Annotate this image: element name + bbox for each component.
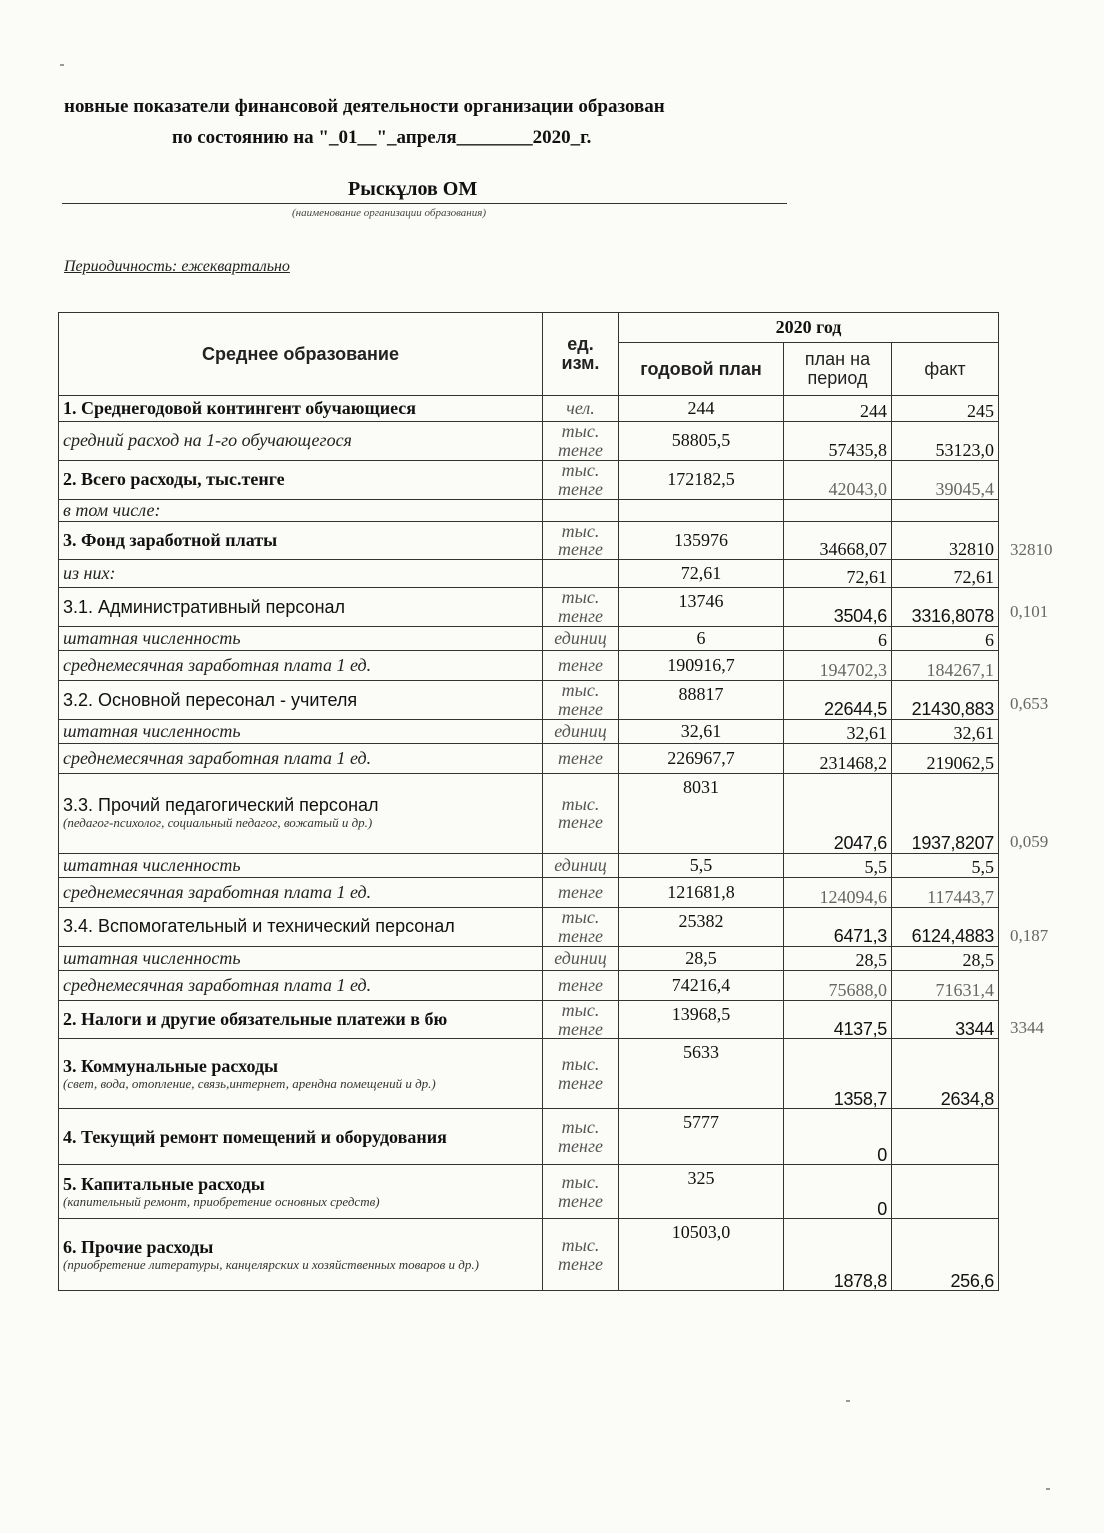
row-plan-period: 57435,8 [784,422,892,461]
row-label [59,627,543,651]
row-plan-year: 13746 [619,588,784,627]
row-unit: тыс. тенге [543,773,619,853]
row-fact [892,1109,999,1165]
row-fact: 28,5 [892,946,999,970]
table-row [59,1039,999,1109]
row-label-text: 2. Всего расходы, тыс.тенге [63,469,285,490]
table-row [59,396,999,422]
row-plan-year: 172182,5 [619,460,784,499]
row-fact [892,499,999,521]
row-fact: 5,5 [892,853,999,877]
row-unit: тыс. тенге [543,460,619,499]
row-label [59,853,543,877]
row-label [59,651,543,681]
row-label-note: (педагог-психолог, социальный педагог, вожатый и др.) [63,815,373,831]
table-row [59,681,999,720]
row-fact: 32810 [892,521,999,560]
row-label-text: 2. Налоги и другие обязательные платежи в бю [63,1009,448,1030]
row-plan-period: 1878,8 [784,1219,892,1291]
row-plan-year: 74216,4 [619,970,784,1000]
row-unit [543,499,619,521]
table-row [59,719,999,743]
row-label-text: в том числе: [63,499,161,520]
side-note-other-ped-share: 0,059 [1010,832,1049,851]
row-label-text: штатная численность [63,854,241,875]
row-fact: 2634,8 [892,1039,999,1109]
row-unit: тыс. тенге [543,681,619,720]
row-label-text: 6. Прочие расходы [63,1236,214,1257]
row-plan-year: 25382 [619,907,784,946]
table-row [59,743,999,773]
row-fact: 245 [892,396,999,422]
col-plan-year-header: годовой план [619,343,784,396]
row-label [59,1219,543,1291]
row-label-text: 5. Капитальные расходы [63,1173,265,1194]
row-plan-period: 1358,7 [784,1039,892,1109]
row-label [59,681,543,720]
table-row [59,853,999,877]
row-unit: единиц [543,719,619,743]
row-label-note: (приобретение литературы, канцелярских и хозяйственных товаров и др.) [63,1256,479,1272]
table-row [59,970,999,1000]
row-plan-period: 34668,07 [784,521,892,560]
row-label-note: (свет, вода, отопление, связь,интернет, арендна помещений и др.) [63,1075,436,1091]
row-label-text: штатная численность [63,720,241,741]
row-unit: тенге [543,877,619,907]
row-fact: 72,61 [892,560,999,588]
row-plan-period: 0 [784,1109,892,1165]
organization-caption: (наименование организации образования) [292,207,487,219]
row-label-text: из них: [63,563,116,584]
table-row [59,1219,999,1291]
row-plan-year: 88817 [619,681,784,720]
row-unit: тыс. тенге [543,1039,619,1109]
row-label-text: среднемесячная заработная плата 1 ед. [63,974,372,995]
row-plan-period: 3504,6 [784,588,892,627]
row-label-text: средний расход на 1-го обучающегося [63,430,352,451]
row-label-text: штатная численность [63,628,241,649]
row-label [59,499,543,521]
row-plan-period: 22644,5 [784,681,892,720]
table-row [59,460,999,499]
row-fact: 6 [892,627,999,651]
row-label [59,1039,543,1109]
row-label [59,743,543,773]
row-label-text: штатная численность [63,947,241,968]
row-label-text: 3. Коммунальные расходы [63,1055,279,1076]
row-label [59,907,543,946]
table-row [59,521,999,560]
col-fact-header: факт [892,343,999,396]
row-unit: тенге [543,743,619,773]
row-plan-year: 244 [619,396,784,422]
row-fact: 32,61 [892,719,999,743]
side-note-admin-share: 0,101 [1010,602,1049,621]
row-label [59,396,543,422]
header-row-1 [59,313,999,343]
row-fact: 117443,7 [892,877,999,907]
report-date: по состоянию на "_01__"_апреля________2020_г. [172,127,592,148]
col-unit-header: ед. изм. [543,313,619,396]
row-label-text: 3.3. Прочий педагогический персонал [63,795,379,816]
row-label [59,560,543,588]
scan-speck [1046,1488,1050,1490]
row-unit: тыс. тенге [543,422,619,461]
row-unit: единиц [543,627,619,651]
row-label [59,588,543,627]
row-label-text: 4. Текущий ремонт помещений и оборудования [63,1126,447,1147]
organization-name: Рыскұлов ОМ [348,178,478,200]
row-plan-period: 75688,0 [784,970,892,1000]
row-label [59,970,543,1000]
table-row [59,877,999,907]
row-plan-period: 194702,3 [784,651,892,681]
row-plan-period: 6 [784,627,892,651]
side-note-support-share: 0,187 [1010,926,1049,945]
periodicity: Периодичность: ежеквартально [64,258,290,275]
row-label [59,719,543,743]
row-label-text: среднемесячная заработная плата 1 ед. [63,655,372,676]
scan-speck [846,1400,850,1402]
row-fact: 3344 [892,1000,999,1039]
row-unit: чел. [543,396,619,422]
table-row [59,1109,999,1165]
row-label [59,1109,543,1165]
row-unit: тенге [543,970,619,1000]
row-label [59,877,543,907]
row-plan-period: 231468,2 [784,743,892,773]
row-label-text: среднемесячная заработная плата 1 ед. [63,881,372,902]
row-unit: тыс. тенге [543,521,619,560]
row-plan-period: 4137,5 [784,1000,892,1039]
row-fact: 219062,5 [892,743,999,773]
row-plan-period: 32,61 [784,719,892,743]
row-unit: тенге [543,651,619,681]
table-row [59,588,999,627]
row-plan-year: 190916,7 [619,651,784,681]
row-plan-period: 6471,3 [784,907,892,946]
row-unit: единиц [543,853,619,877]
side-note-taxes: 3344 [1010,1018,1044,1037]
row-unit: тыс. тенге [543,1165,619,1219]
scan-speck [60,64,64,66]
row-label-text: 3.2. Основной пересонал - учителя [63,689,358,710]
row-label-text: 3.1. Административный персонал [63,596,346,617]
row-plan-year: 121681,8 [619,877,784,907]
col-year-header: 2020 год [619,313,999,343]
side-note-fzp: 32810 [1010,540,1053,559]
row-unit [543,560,619,588]
row-plan-year: 325 [619,1165,784,1219]
row-fact: 53123,0 [892,422,999,461]
report-title: новные показатели финансовой деятельности организации образован [64,96,665,117]
row-unit: тыс. тенге [543,1109,619,1165]
row-fact: 71631,4 [892,970,999,1000]
col-plan-period-header: план на период [784,343,892,396]
row-plan-year: 5633 [619,1039,784,1109]
side-note-teachers-share: 0,653 [1010,694,1049,713]
row-label-text: среднемесячная заработная плата 1 ед. [63,747,372,768]
row-label [59,422,543,461]
table-row [59,773,999,853]
table-row [59,627,999,651]
row-unit: тыс. тенге [543,1219,619,1291]
row-plan-year: 58805,5 [619,422,784,461]
row-label [59,773,543,853]
row-plan-period: 72,61 [784,560,892,588]
col-name-header: Среднее образование [59,313,543,396]
row-fact [892,1165,999,1219]
row-label [59,1165,543,1219]
row-unit: тыс. тенге [543,907,619,946]
row-fact: 39045,4 [892,460,999,499]
row-label [59,1000,543,1039]
row-plan-period: 2047,6 [784,773,892,853]
table-row [59,422,999,461]
row-unit: единиц [543,946,619,970]
finance-table [58,312,999,1291]
row-fact: 21430,883 [892,681,999,720]
row-label [59,946,543,970]
row-label-text: 1. Среднегодовой контингент обучающиеся [63,398,417,419]
row-plan-year: 5,5 [619,853,784,877]
row-fact: 3316,8078 [892,588,999,627]
table-row [59,1165,999,1219]
row-plan-year: 10503,0 [619,1219,784,1291]
row-label-text: 3. Фонд заработной платы [63,530,278,550]
row-plan-year [619,499,784,521]
row-plan-period: 124094,6 [784,877,892,907]
table-row [59,560,999,588]
row-plan-year: 13968,5 [619,1000,784,1039]
row-plan-year: 28,5 [619,946,784,970]
row-unit: тыс. тенге [543,1000,619,1039]
table-row [59,1000,999,1039]
row-plan-year: 226967,7 [619,743,784,773]
table-row [59,651,999,681]
row-plan-year: 32,61 [619,719,784,743]
row-plan-period: 0 [784,1165,892,1219]
row-plan-period: 244 [784,396,892,422]
organization-underline [62,203,787,204]
row-plan-period: 5,5 [784,853,892,877]
row-label [59,460,543,499]
row-plan-year: 72,61 [619,560,784,588]
row-fact: 184267,1 [892,651,999,681]
row-plan-year: 5777 [619,1109,784,1165]
table-row [59,499,999,521]
row-plan-period: 42043,0 [784,460,892,499]
table-row [59,907,999,946]
row-fact: 256,6 [892,1219,999,1291]
row-unit: тыс. тенге [543,588,619,627]
row-fact: 1937,8207 [892,773,999,853]
row-label-note: (капительный ремонт, приобретение основных средств) [63,1193,380,1209]
row-plan-period: 28,5 [784,946,892,970]
row-label-text: 3.4. Вспомогательный и технический персонал [63,916,455,937]
row-plan-year: 135976 [619,521,784,560]
table-row [59,946,999,970]
row-plan-period [784,499,892,521]
row-plan-year: 6 [619,627,784,651]
row-label [59,521,543,560]
row-plan-year: 8031 [619,773,784,853]
row-fact: 6124,4883 [892,907,999,946]
